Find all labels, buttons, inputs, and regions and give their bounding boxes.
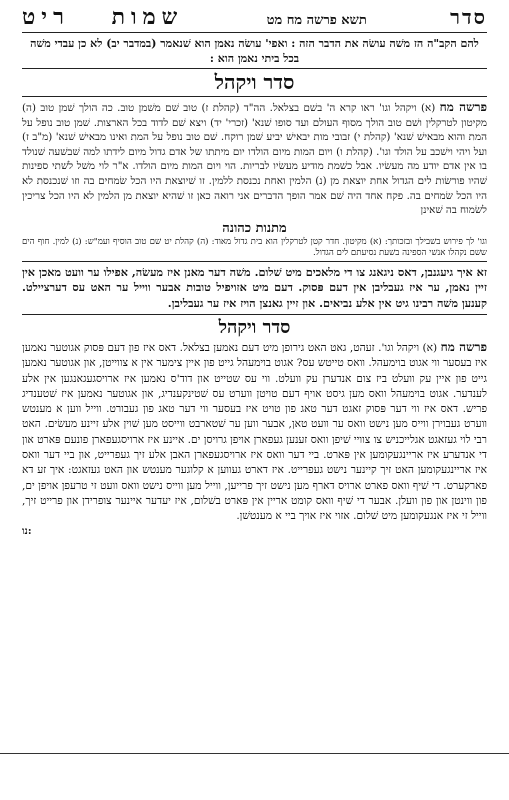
midrash-commentary: [22, 100, 487, 218]
gifts-text: וגו' לך פירוש בשׁבילך ובזכותך: (א) מקיטון. חדר קטן לטרקלין הוא בית גדול מאוד: (ה) קהלת יט שׁם טוב הוסיף ועמ"ש: (נ) למין. חוף הים ששׁם נקהלו אנשׁי הספינה בשׁעת נסיעתם לים הגדול.: [22, 237, 487, 262]
header-book-page: [22, 4, 183, 30]
gifts-title: מתנות כהונה: [222, 220, 287, 236]
yiddish-text: (א) ויקהל וגו'. זעהט, גאט האט גירופן מיט דעם נאמען בצלאל. דאס איז פון דעם פּסוק אגוטער נאמען איז בעסער ווי אגוט בוימעהל. וואס טייטש עס? אגוט בוימעהל גייט פון איין צימער אין א צווייטן, און אגוטער נאמען גייט פון איין עק וועלט ביז צום אנדערן עק וועלט. ווי עס שטייט און דוד'ס נאמען איז ארויסגעגאנגען אין אלע לענדער. אגוט בוימעהל וואס מען גיסט אויף דעם טויטן ווערט עס שׁטינקענדיג, און אגוטער נאמען איז שׁטענדיג פריש. דאס איז ווי דער פּסוק זאגט דער טאג פון טויט איז בעסער ווי דער טאג פון געבורט. ווייל ווען א מענטש ווערט געבוירן ווייס מען נישט וואס ער וועט טאן, אבער ווען ער שׁטארבט ווייסט מען שׁוין אלע זיינע מעשׂים. האט רבי לוי געזאגט אגלייכניש צו צוויי שׁיפן וואס זענען געפארן אויפן גרויסן ים. איינע איז ארויסגעפארן פונעם פּארט און די אנדערע איז אריינגעקומען אין פּארט. ביי דער וואס איז ארויסגעפארן האבן אלע זיך געפרייט, און ביי דער וואס איז אריינגעקומען האט זיך קיינער נישט געפרייט. איז דארט געווען א קלוגער מענטש און האט געזאגט: איך זע דא פארקערט. די שׁיף וואס פארט ארויס דארף מען נישט זיך פרייען, ווייל מען ווייס נישט וואס וועט זי טרעפן אויפן ים, פון ווינטן און פון וועלן. אבער די שׁיף וואס קומט אריין אין פּארט בשׁלום, איז יעדער איינער צופרידן און פרייט זיך, ווייל זי איז אנגעקומען מיט שׁלום. אזוי איז אויך ביי א מענטשׁן.: [22, 341, 487, 523]
yiddish-translation: [22, 340, 487, 525]
commentary-lead: פרשה מח: [439, 100, 487, 114]
bottom-divider: [0, 753, 509, 754]
header-parsha-info: תשא פרשה מח מט: [266, 13, 367, 28]
yiddish-section-title: סדר ויקהל: [218, 316, 291, 338]
header-book: שמות: [111, 4, 184, 30]
top-note: להם הקב"ה הז משׁה עושׂה את הדבר הזה : ואפי' עושׂה נאמן הוא שׁנאמר (במדבר יב) לא כן עבדי משׁה בכל ביתי נאמן הוא :: [30, 37, 479, 65]
verse-block: זא איך גיעגנבן, דאס ניגאנג צו די מלאכים מיט שׁלום. משׁה דער מאנן איז מעשׂה, אפילו ער וועט מאכן אין זיין נאמן, ער איז געבליבן אין דעם פּסוק. דעם מיט אזויפיל טובות אבער ווייל ער האט עס דערציילט. קענען משׁה רבינו גיט אין אלע נביאים. און זיין גאנצן הויז איז ער געבליבן.: [22, 265, 487, 315]
commentary-text: (א) ויקהל וגו' ראו קרא ה' בשׁם בצלאל. הה"ד (קהלת ז) טוב שׁם משׁמן טוב. כה הולך שׁמן טוב (ה) מקיטון לטרקלין ושׁם טוב הולך מסוף העולם ועד סופו שׁנא' (זכרי' יד) ויצא שׁם לדוד בכל הארצות. שׁמן טוב נופל על המת והוא מבאישׁ שׁנא' (קהלת י) זבובי מות יבאישׁ יביע שׁמן רוקח. שׁם טוב נופל על המת ואינו מבאישׁ שׁנא' (מ"ב ז) ועל ויהי וישׁכב על הולד וגו'. (קהלת ו) ויום המות מיום הולדו יום מיתתו של אדם גדול מיום לידתו למה שׁבשׁעה שׁנולד בו אין אדם יודע מה מעשׂיו. אבל כשׁמת מודיע מעשׂיו לבריות. הוי ויום המות מיום הולדו. א"ר לוי משׁל לשׁתי ספינות שׁהיו פורשׂות לים הגדול אחת יוצאת מן (נ) הלמין ואחת נכנסת ללמין. זו שׁיוצאת היו הכל שׂמחים בה וזו שׁנכנסת לא היו הכל שׂמחים בה. פקח אחד היה שׁם אמר הופך הדברים אני רואה כאן זו שׁהיא יוצאת מן הלמין לא היו הכל צריכין לשׂמוח בה שׁאינן: [22, 102, 487, 217]
page-end-mark: נו:: [22, 525, 32, 537]
yiddish-lead: פרשה מח: [440, 339, 487, 354]
section-title: סדר ויקהל: [22, 68, 487, 97]
header-page-number: ריט: [22, 4, 70, 30]
header-seder: סדר: [450, 5, 487, 29]
page-header: [22, 4, 487, 33]
